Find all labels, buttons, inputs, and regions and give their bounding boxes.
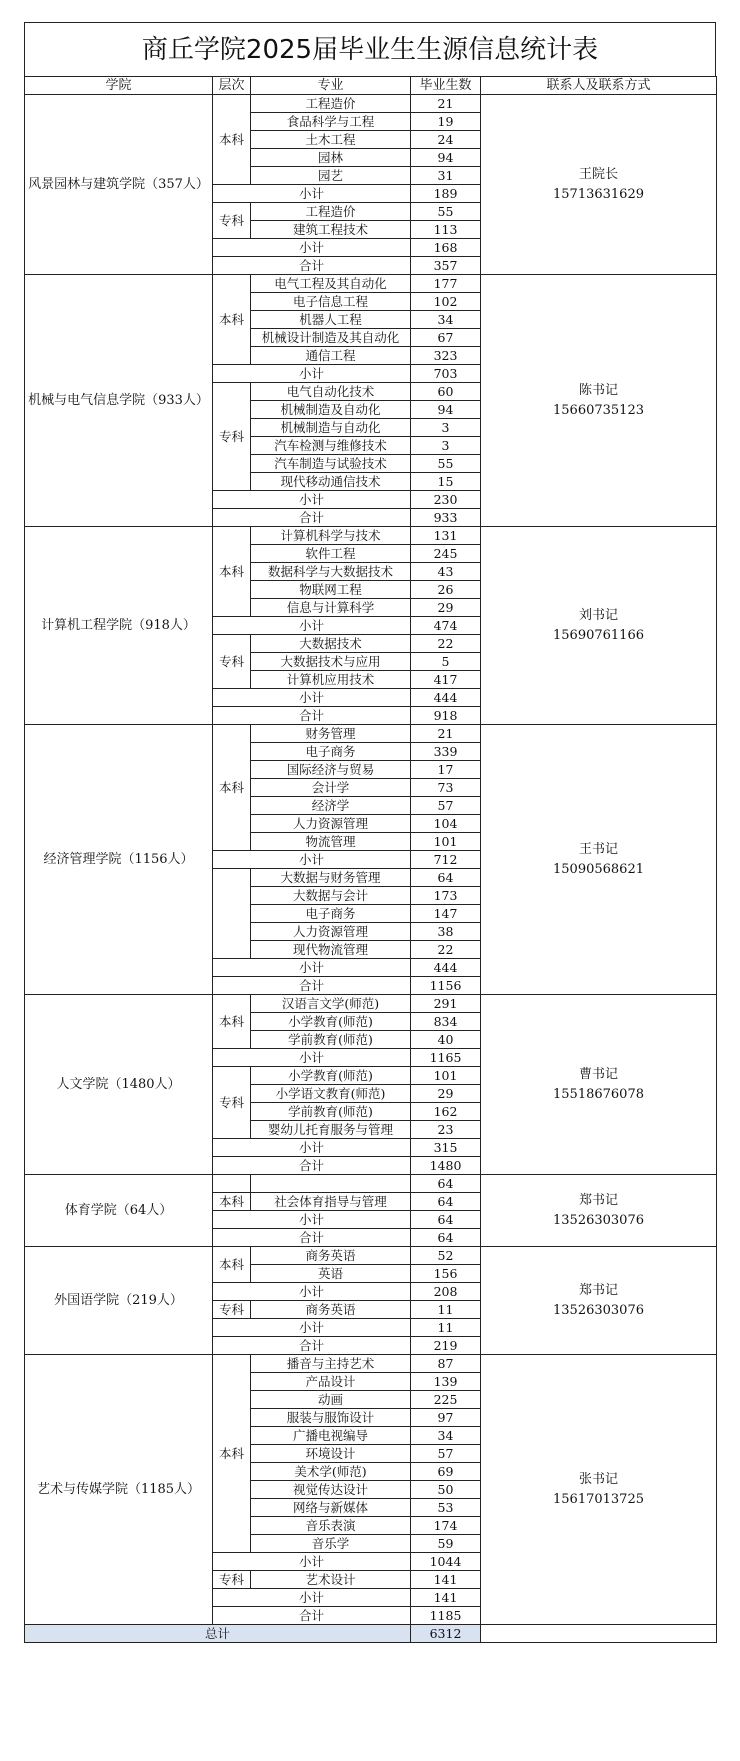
- contact-name: 郑书记: [578, 1192, 618, 1208]
- total-row-value: 64: [411, 1229, 481, 1247]
- contact-cell: [481, 995, 717, 1175]
- major-cell: 社会体育指导与管理: [251, 1193, 411, 1211]
- major-cell: 播音与主持艺术: [251, 1355, 411, 1373]
- count-cell: 64: [411, 869, 481, 887]
- header-major: 专业: [251, 77, 411, 95]
- level-cell: 专科: [213, 1067, 251, 1139]
- contact-cell: [481, 725, 717, 995]
- level-cell: [213, 869, 251, 959]
- major-cell: 汽车检测与维修技术: [251, 437, 411, 455]
- total-row-label: 合计: [213, 1157, 411, 1175]
- count-cell: 11: [411, 1301, 481, 1319]
- level-cell: 本科: [213, 1193, 251, 1211]
- major-cell: 大数据技术与应用: [251, 653, 411, 671]
- college-cell: [25, 1175, 213, 1247]
- total-row-label: 合计: [213, 257, 411, 275]
- count-cell: 21: [411, 95, 481, 113]
- subtotal-value: 189: [411, 185, 481, 203]
- count-cell: 23: [411, 1121, 481, 1139]
- count-cell: 34: [411, 311, 481, 329]
- count-cell: 5: [411, 653, 481, 671]
- count-cell: 147: [411, 905, 481, 923]
- table-row: [25, 995, 717, 1013]
- major-cell: 数据科学与大数据技术: [251, 563, 411, 581]
- contact-cell: [481, 275, 717, 527]
- count-cell: 21: [411, 725, 481, 743]
- count-cell: 69: [411, 1463, 481, 1481]
- major-cell: 工程造价: [251, 95, 411, 113]
- grand-total-row: [25, 1625, 717, 1643]
- count-cell: 15: [411, 473, 481, 491]
- college-name: 经济管理学院（1156人）: [43, 851, 194, 867]
- count-cell: 34: [411, 1427, 481, 1445]
- subtotal-label: 小计: [213, 1283, 411, 1301]
- major-cell: 小学语文教育(师范): [251, 1085, 411, 1103]
- major-cell: 现代移动通信技术: [251, 473, 411, 491]
- major-cell: 电气自动化技术: [251, 383, 411, 401]
- subtotal-value: 1044: [411, 1553, 481, 1571]
- count-cell: 59: [411, 1535, 481, 1553]
- table-row: [25, 95, 717, 113]
- major-cell: 机械制造及自动化: [251, 401, 411, 419]
- contact-phone: 15713631629: [553, 186, 644, 202]
- contact-name: 郑书记: [578, 1282, 618, 1298]
- table-row: [25, 275, 717, 293]
- contact-name: 陈书记: [578, 382, 618, 398]
- count-cell: 417: [411, 671, 481, 689]
- subtotal-label: 小计: [213, 491, 411, 509]
- level-cell: 本科: [213, 725, 251, 851]
- table-row: [25, 1247, 717, 1265]
- major-cell: 音乐表演: [251, 1517, 411, 1535]
- subtotal-value: 64: [411, 1211, 481, 1229]
- grand-total-value: 6312: [411, 1625, 481, 1643]
- level-cell: 本科: [213, 995, 251, 1049]
- total-row-value: 933: [411, 509, 481, 527]
- count-cell: 57: [411, 797, 481, 815]
- major-cell: 商务英语: [251, 1247, 411, 1265]
- total-row-value: 219: [411, 1337, 481, 1355]
- college-name: 体育学院（64人）: [64, 1202, 173, 1218]
- total-row-value: 1185: [411, 1607, 481, 1625]
- count-cell: 156: [411, 1265, 481, 1283]
- level-cell: 专科: [213, 383, 251, 491]
- contact-name: 刘书记: [578, 607, 618, 623]
- major-cell: 国际经济与贸易: [251, 761, 411, 779]
- header-contact: 联系人及联系方式: [481, 77, 717, 95]
- major-cell: 园林: [251, 149, 411, 167]
- major-cell: 人力资源管理: [251, 923, 411, 941]
- count-cell: 43: [411, 563, 481, 581]
- contact-cell: [481, 1355, 717, 1625]
- count-cell: 19: [411, 113, 481, 131]
- count-cell: 104: [411, 815, 481, 833]
- contact-phone: 15090568621: [553, 861, 644, 877]
- major-cell: 机械设计制造及其自动化: [251, 329, 411, 347]
- subtotal-value: 315: [411, 1139, 481, 1157]
- count-cell: 173: [411, 887, 481, 905]
- level-cell: 本科: [213, 1355, 251, 1553]
- subtotal-label: 小计: [213, 689, 411, 707]
- major-cell: 计算机科学与技术: [251, 527, 411, 545]
- header-college: 学院: [25, 77, 213, 95]
- major-cell: 食品科学与工程: [251, 113, 411, 131]
- major-cell: 网络与新媒体: [251, 1499, 411, 1517]
- count-cell: 64: [411, 1175, 481, 1193]
- subtotal-value: 168: [411, 239, 481, 257]
- subtotal-label: 小计: [213, 617, 411, 635]
- major-cell: 小学教育(师范): [251, 1067, 411, 1085]
- major-cell: 学前教育(师范): [251, 1103, 411, 1121]
- college-cell: [25, 1247, 213, 1355]
- contact-name: 王书记: [578, 841, 618, 857]
- total-row-label: 合计: [213, 977, 411, 995]
- count-cell: 174: [411, 1517, 481, 1535]
- major-cell: 婴幼儿托育服务与管理: [251, 1121, 411, 1139]
- count-cell: 22: [411, 635, 481, 653]
- contact-name: 张书记: [578, 1471, 618, 1487]
- grand-total-label: 总计: [25, 1625, 411, 1643]
- college-cell: [25, 275, 213, 527]
- major-cell: 工程造价: [251, 203, 411, 221]
- subtotal-label: 小计: [213, 851, 411, 869]
- subtotal-value: 11: [411, 1319, 481, 1337]
- table-row: [25, 1355, 717, 1373]
- level-cell: 专科: [213, 1301, 251, 1319]
- contact-cell: [481, 95, 717, 275]
- count-cell: 139: [411, 1373, 481, 1391]
- header-count: 毕业生数: [411, 77, 481, 95]
- major-cell: 学前教育(师范): [251, 1031, 411, 1049]
- major-cell: 产品设计: [251, 1373, 411, 1391]
- major-cell: 商务英语: [251, 1301, 411, 1319]
- major-cell: 机器人工程: [251, 311, 411, 329]
- major-cell: 音乐学: [251, 1535, 411, 1553]
- major-cell: 软件工程: [251, 545, 411, 563]
- major-cell: 英语: [251, 1265, 411, 1283]
- count-cell: 38: [411, 923, 481, 941]
- major-cell: 电子信息工程: [251, 293, 411, 311]
- subtotal-value: 444: [411, 959, 481, 977]
- subtotal-value: 444: [411, 689, 481, 707]
- count-cell: 3: [411, 437, 481, 455]
- total-row-value: 357: [411, 257, 481, 275]
- count-cell: 55: [411, 203, 481, 221]
- subtotal-value: 141: [411, 1589, 481, 1607]
- count-cell: 55: [411, 455, 481, 473]
- subtotal-value: 230: [411, 491, 481, 509]
- count-cell: 73: [411, 779, 481, 797]
- subtotal-value: 1165: [411, 1049, 481, 1067]
- header-level: 层次: [213, 77, 251, 95]
- college-name: 风景园林与建筑学院（357人）: [28, 176, 209, 192]
- graduates-table: [24, 76, 717, 1643]
- level-cell: 本科: [213, 275, 251, 365]
- major-cell: 土木工程: [251, 131, 411, 149]
- college-cell: [25, 995, 213, 1175]
- count-cell: 339: [411, 743, 481, 761]
- count-cell: 67: [411, 329, 481, 347]
- count-cell: 225: [411, 1391, 481, 1409]
- level-cell: 本科: [213, 527, 251, 617]
- count-cell: 162: [411, 1103, 481, 1121]
- major-cell: 电子商务: [251, 743, 411, 761]
- count-cell: 834: [411, 1013, 481, 1031]
- total-row-label: 合计: [213, 509, 411, 527]
- count-cell: 323: [411, 347, 481, 365]
- major-cell: 财务管理: [251, 725, 411, 743]
- major-cell: 小学教育(师范): [251, 1013, 411, 1031]
- major-cell: 大数据与会计: [251, 887, 411, 905]
- count-cell: 40: [411, 1031, 481, 1049]
- total-row-value: 1156: [411, 977, 481, 995]
- count-cell: 131: [411, 527, 481, 545]
- major-cell: 会计学: [251, 779, 411, 797]
- subtotal-label: 小计: [213, 1589, 411, 1607]
- contact-phone: 13526303076: [553, 1302, 644, 1318]
- contact-cell: [481, 527, 717, 725]
- major-cell: 服装与服饰设计: [251, 1409, 411, 1427]
- subtotal-label: 小计: [213, 1139, 411, 1157]
- subtotal-label: 小计: [213, 1211, 411, 1229]
- major-cell: 建筑工程技术: [251, 221, 411, 239]
- total-row-label: 合计: [213, 1607, 411, 1625]
- major-cell: 大数据与财务管理: [251, 869, 411, 887]
- major-cell: 通信工程: [251, 347, 411, 365]
- count-cell: 94: [411, 401, 481, 419]
- major-cell: 电子商务: [251, 905, 411, 923]
- count-cell: 177: [411, 275, 481, 293]
- subtotal-value: 208: [411, 1283, 481, 1301]
- count-cell: 113: [411, 221, 481, 239]
- contact-phone: 15617013725: [553, 1491, 644, 1507]
- count-cell: 94: [411, 149, 481, 167]
- major-cell: 园艺: [251, 167, 411, 185]
- contact-name: 曹书记: [578, 1066, 618, 1082]
- table-row: [25, 725, 717, 743]
- major-cell: 物联网工程: [251, 581, 411, 599]
- contact-phone: 13526303076: [553, 1212, 644, 1228]
- college-name: 艺术与传媒学院（1185人）: [36, 1481, 201, 1497]
- major-cell: 视觉传达设计: [251, 1481, 411, 1499]
- college-cell: [25, 1355, 213, 1625]
- count-cell: 22: [411, 941, 481, 959]
- count-cell: 60: [411, 383, 481, 401]
- major-cell: 物流管理: [251, 833, 411, 851]
- count-cell: 17: [411, 761, 481, 779]
- count-cell: 3: [411, 419, 481, 437]
- total-row-label: 合计: [213, 1337, 411, 1355]
- major-cell: 现代物流管理: [251, 941, 411, 959]
- count-cell: 31: [411, 167, 481, 185]
- subtotal-label: 小计: [213, 365, 411, 383]
- contact-cell: [481, 1247, 717, 1355]
- college-cell: [25, 725, 213, 995]
- major-cell: 计算机应用技术: [251, 671, 411, 689]
- count-cell: 29: [411, 1085, 481, 1103]
- level-cell: [213, 1175, 251, 1193]
- count-cell: 26: [411, 581, 481, 599]
- major-cell: 机械制造与自动化: [251, 419, 411, 437]
- college-name: 人文学院（1480人）: [56, 1076, 181, 1092]
- major-cell: 大数据技术: [251, 635, 411, 653]
- subtotal-label: 小计: [213, 185, 411, 203]
- major-cell: 人力资源管理: [251, 815, 411, 833]
- college-cell: [25, 527, 213, 725]
- level-cell: 专科: [213, 203, 251, 239]
- subtotal-label: 小计: [213, 1553, 411, 1571]
- major-cell: 广播电视编导: [251, 1427, 411, 1445]
- count-cell: 141: [411, 1571, 481, 1589]
- count-cell: 64: [411, 1193, 481, 1211]
- level-cell: 专科: [213, 635, 251, 689]
- major-cell: 艺术设计: [251, 1571, 411, 1589]
- count-cell: 291: [411, 995, 481, 1013]
- level-cell: 本科: [213, 1247, 251, 1283]
- college-name: 外国语学院（219人）: [54, 1292, 183, 1308]
- major-cell: 电气工程及其自动化: [251, 275, 411, 293]
- count-cell: 53: [411, 1499, 481, 1517]
- count-cell: 101: [411, 833, 481, 851]
- major-cell: 经济学: [251, 797, 411, 815]
- count-cell: 102: [411, 293, 481, 311]
- total-row-value: 918: [411, 707, 481, 725]
- major-cell: 汽车制造与试验技术: [251, 455, 411, 473]
- count-cell: 52: [411, 1247, 481, 1265]
- major-cell: 信息与计算科学: [251, 599, 411, 617]
- major-cell: 环境设计: [251, 1445, 411, 1463]
- subtotal-label: 小计: [213, 959, 411, 977]
- subtotal-label: 小计: [213, 239, 411, 257]
- table-row: [25, 1175, 717, 1193]
- subtotal-label: 小计: [213, 1049, 411, 1067]
- contact-name: 王院长: [578, 166, 618, 182]
- count-cell: 24: [411, 131, 481, 149]
- table-body: [25, 95, 717, 1643]
- table-row: [25, 527, 717, 545]
- major-cell: 汉语言文学(师范): [251, 995, 411, 1013]
- subtotal-value: 712: [411, 851, 481, 869]
- major-cell: 动画: [251, 1391, 411, 1409]
- count-cell: 87: [411, 1355, 481, 1373]
- count-cell: 57: [411, 1445, 481, 1463]
- total-row-value: 1480: [411, 1157, 481, 1175]
- count-cell: 50: [411, 1481, 481, 1499]
- statistics-sheet: [24, 22, 716, 1643]
- level-cell: 专科: [213, 1571, 251, 1589]
- level-cell: 本科: [213, 95, 251, 185]
- count-cell: 101: [411, 1067, 481, 1085]
- subtotal-label: 小计: [213, 1319, 411, 1337]
- total-row-label: 合计: [213, 707, 411, 725]
- subtotal-value: 474: [411, 617, 481, 635]
- major-cell: [251, 1175, 411, 1193]
- page-title: 商丘学院2025届毕业生生源信息统计表: [24, 22, 716, 76]
- contact-cell: [481, 1175, 717, 1247]
- college-cell: [25, 95, 213, 275]
- contact-phone: 15518676078: [553, 1086, 644, 1102]
- grand-total-blank: [481, 1625, 717, 1643]
- college-name: 计算机工程学院（918人）: [41, 617, 196, 633]
- count-cell: 29: [411, 599, 481, 617]
- total-row-label: 合计: [213, 1229, 411, 1247]
- contact-phone: 15690761166: [553, 627, 644, 643]
- subtotal-value: 703: [411, 365, 481, 383]
- major-cell: 美术学(师范): [251, 1463, 411, 1481]
- header-row: [25, 77, 717, 95]
- college-name: 机械与电气信息学院（933人）: [28, 392, 209, 408]
- count-cell: 97: [411, 1409, 481, 1427]
- contact-phone: 15660735123: [553, 402, 644, 418]
- count-cell: 245: [411, 545, 481, 563]
